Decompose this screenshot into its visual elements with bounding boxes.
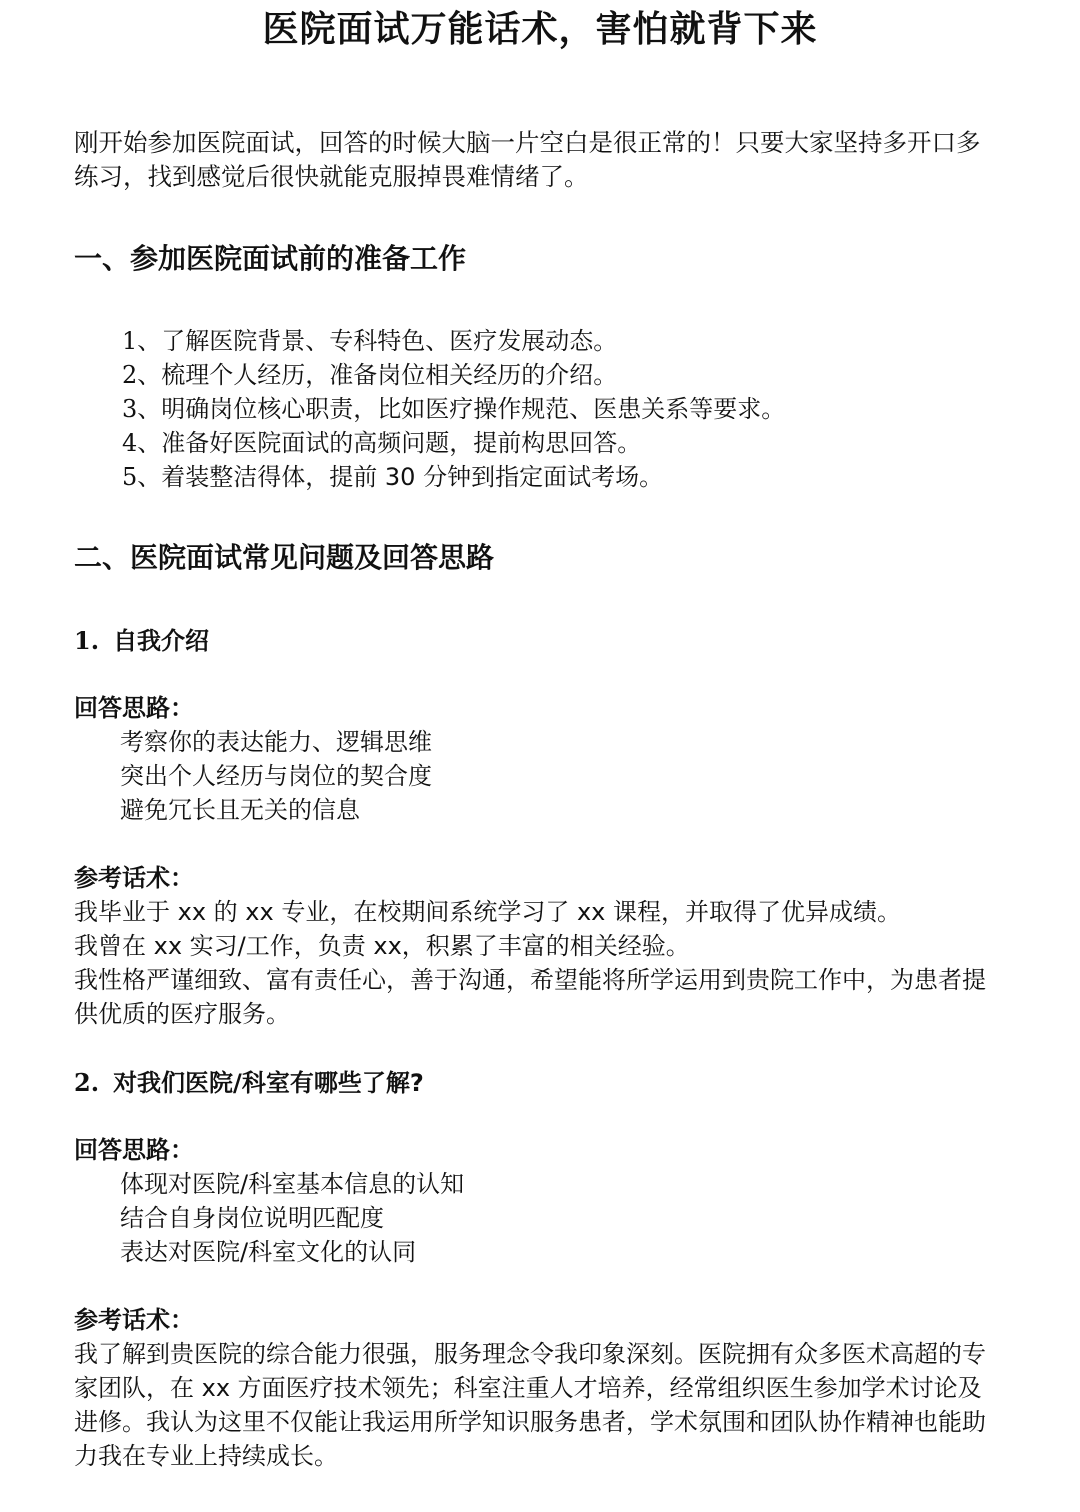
list-item — [122, 324, 1022, 358]
section2-heading: 二、医院面试常见问题及回答思路 — [74, 541, 495, 574]
page-title: 医院面试万能话术，害怕就背下来 — [262, 9, 818, 50]
intro-paragraph: 刚开始参加医院面试，回答的时候大脑一片空白是很正常的！只要大家坚持多开口多练习，找到感觉后很快就能克服掉畏难情绪了。 — [74, 128, 981, 191]
list-item-text: 梳理个人经历，准备岗位相关经历的介绍。 — [161, 361, 618, 389]
list-item-number: 1、 — [122, 327, 162, 355]
approach-item: 表达对医院/科室文化的认同 — [120, 1238, 417, 1266]
list-item-text: 了解医院背景、专科特色、医疗发展动态。 — [161, 327, 618, 355]
list-item — [122, 392, 1022, 426]
list-item — [122, 358, 1022, 392]
list-item-number: 2、 — [122, 361, 162, 389]
section1-heading: 一、参加医院面试前的准备工作 — [74, 242, 467, 275]
list-item — [122, 460, 1022, 494]
list-item-number: 3、 — [122, 395, 162, 423]
list-item-text: 着装整洁得体，提前 30 分钟到指定面试考场。 — [161, 463, 664, 491]
approach-item: 突出个人经历与岗位的契合度 — [120, 762, 432, 790]
question-number: 2. — [74, 1068, 100, 1097]
script-line: 我曾在 xx 实习/工作，负责 xx，积累了丰富的相关经验。 — [74, 932, 690, 960]
script-label: 参考话术： — [74, 1306, 194, 1334]
question-number: 1. — [74, 626, 100, 655]
question-2-title — [74, 1065, 424, 1101]
approach-list — [120, 725, 432, 827]
approach-label: 回答思路： — [74, 694, 194, 722]
list-item-text: 准备好医院面试的高频问题，提前构思回答。 — [161, 429, 642, 457]
reference-script — [74, 895, 994, 1031]
approach-item: 考察你的表达能力、逻辑思维 — [120, 728, 432, 756]
approach-label: 回答思路： — [74, 1136, 194, 1164]
script-label: 参考话术： — [74, 864, 194, 892]
question-text: 对我们医院/科室有哪些了解? — [113, 1069, 424, 1097]
approach-list — [120, 1167, 464, 1269]
approach-item: 结合自身岗位说明匹配度 — [120, 1204, 384, 1232]
list-item-text: 明确岗位核心职责，比如医疗操作规范、医患关系等要求。 — [161, 395, 786, 423]
script-line: 我性格严谨细致、富有责任心，善于沟通，希望能将所学运用到贵院工作中，为患者提供优质的医疗服务。 — [74, 966, 986, 1028]
approach-item: 避免冗长且无关的信息 — [120, 796, 360, 824]
approach-item: 体现对医院/科室基本信息的认知 — [120, 1170, 465, 1198]
reference-script — [74, 1337, 994, 1473]
list-item-number: 4、 — [122, 429, 162, 457]
question-1-title — [74, 623, 209, 659]
list-item-number: 5、 — [122, 463, 162, 491]
script-line: 我毕业于 xx 的 xx 专业，在校期间系统学习了 xx 课程，并取得了优异成绩。 — [74, 898, 901, 926]
script-line: 我了解到贵医院的综合能力很强，服务理念令我印象深刻。医院拥有众多医术高超的专家团队，在 xx 方面医疗技术领先；科室注重人才培养，经常组织医生参加学术讨论及进修。我认为这里不仅能让我运用所学知识服务患者，学术氛围和团队协作精神也能助力我在专业上持续成长。 — [74, 1340, 986, 1470]
preparation-list — [122, 324, 1022, 494]
list-item — [122, 426, 1022, 460]
question-text: 自我介绍 — [113, 627, 210, 655]
